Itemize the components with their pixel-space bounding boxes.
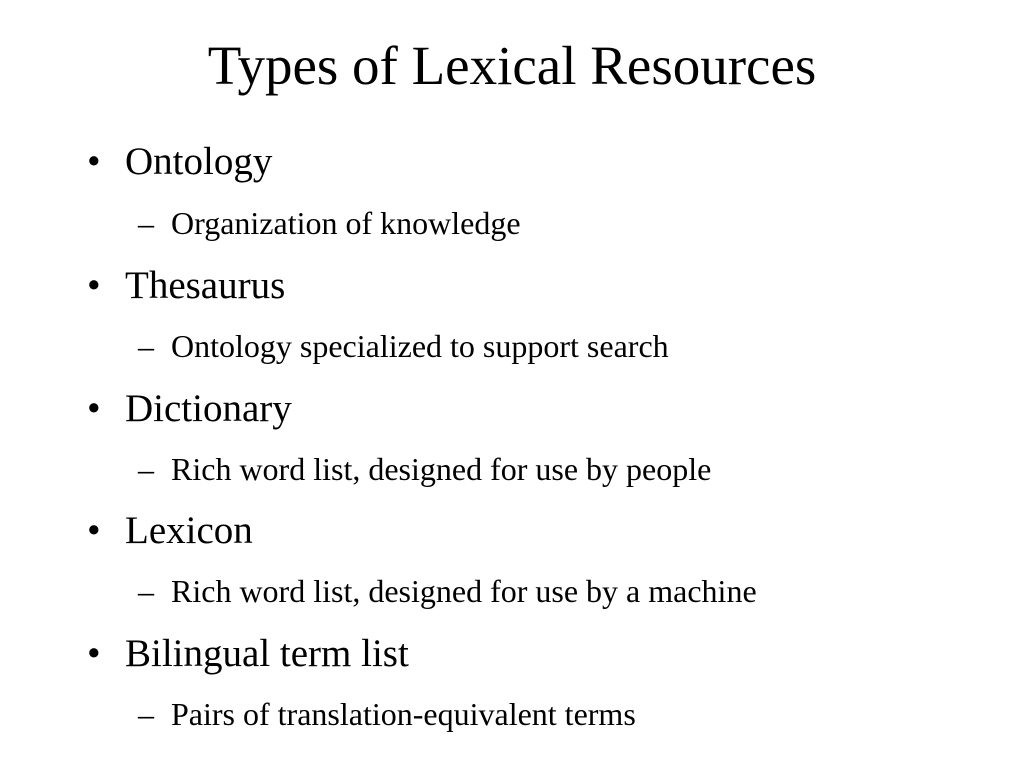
sub-item-bilingual-term-list — [138, 695, 636, 733]
dash-icon: – — [138, 573, 154, 609]
dash-icon: – — [138, 328, 154, 364]
dash-icon: – — [138, 696, 154, 732]
list-item-bilingual-term-list — [87, 631, 409, 677]
item-detail: Ontology specialized to support search — [171, 328, 669, 364]
item-label: Ontology — [125, 140, 273, 183]
item-detail: Rich word list, designed for use by a machine — [171, 573, 757, 609]
dash-icon: – — [138, 205, 154, 241]
sub-item-thesaurus — [138, 327, 669, 365]
item-label: Thesaurus — [125, 264, 286, 307]
item-label: Bilingual term list — [125, 632, 409, 675]
item-detail: Pairs of translation-equivalent terms — [171, 696, 636, 732]
bullet-icon: • — [87, 264, 101, 307]
item-label: Lexicon — [125, 509, 253, 552]
bullet-icon: • — [87, 632, 101, 675]
item-label: Dictionary — [125, 387, 292, 430]
sub-item-dictionary — [138, 450, 711, 488]
item-detail: Organization of knowledge — [171, 205, 521, 241]
slide-title: Types of Lexical Resources — [207, 35, 817, 96]
list-item-ontology — [87, 139, 272, 185]
list-item-thesaurus — [87, 263, 285, 309]
bullet-icon: • — [87, 509, 101, 552]
list-item-lexicon — [87, 508, 253, 554]
sub-item-ontology — [138, 204, 521, 242]
sub-item-lexicon — [138, 572, 757, 610]
item-detail: Rich word list, designed for use by people — [171, 451, 712, 487]
dash-icon: – — [138, 451, 154, 487]
bullet-icon: • — [87, 140, 101, 183]
bullet-icon: • — [87, 387, 101, 430]
list-item-dictionary — [87, 386, 292, 432]
